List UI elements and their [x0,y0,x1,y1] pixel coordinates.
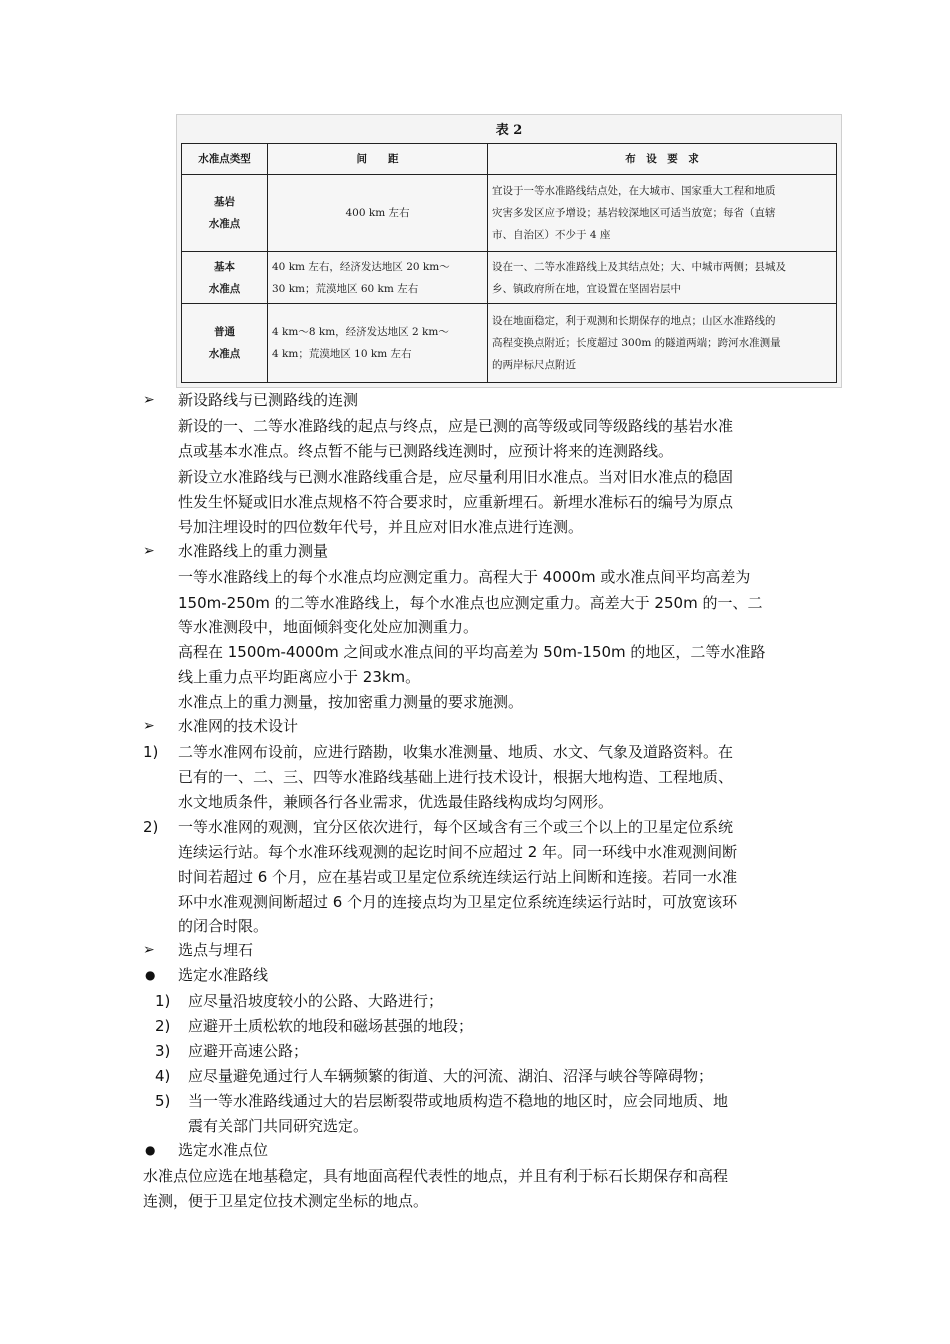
table-cell-spacing: 40 km 左右，经济发达地区 20 km～ 30 km；荒漠地区 60 km 左右 [268,251,488,303]
section-heading: 水准网的技术设计 [178,717,299,735]
paragraph-line: 时间若超过 6 个月，应在基岩或卫星定位系统连续运行站上间断和连接。若同一水准 [178,868,738,886]
list-item: 应尽量沿坡度较小的公路、大路进行； [188,992,444,1010]
paragraph-line: 150m-250m 的二等水准路线上，每个水准点也应测定重力。高差大于 250m 的一、二 [178,594,763,612]
table-cell-type: 基本 水准点 [182,251,268,303]
list-item: 当一等水准路线通过大的岩层断裂带或地质构造不稳地的地区时，应会同地质、地 [188,1092,729,1110]
arrow-bullet-icon: ➢ [143,543,155,559]
bullet-dot-icon: ● [145,1143,156,1157]
paragraph-line: 号加注埋设时的四位数年代号，并且应对旧水准点进行连测。 [178,518,584,536]
paragraph-line: 环中水准观测间断超过 6 个月的连接点均为卫星定位系统连续运行站时，可放宽该环 [178,893,738,911]
paragraph-line: 已有的一、二、三、四等水准路线基础上进行技术设计，根据大地构造、工程地质、 [178,768,734,786]
arrow-bullet-icon: ➢ [143,718,155,734]
table-row [182,175,837,252]
list-number: 4) [155,1067,171,1085]
benchmark-table [181,143,837,383]
arrow-bullet-icon: ➢ [143,392,155,408]
list-item: 应尽量避免通过行人车辆频繁的街道、大的河流、湖泊、沼泽与峡谷等障碍物； [188,1067,714,1085]
table-header: 水准点类型 [182,144,268,175]
table-cell-requirement: 设在地面稳定，利于观测和长期保存的地点；山区水准路线的 高程变换点附近；长度超过 300m 的隧道两端；跨河水准测量 的两岸标尺点附近 [488,304,837,383]
list-item: 应避开土质松软的地段和磁场甚强的地段； [188,1017,474,1035]
arrow-bullet-icon: ➢ [143,942,155,958]
paragraph-line: 高程在 1500m-4000m 之间或水准点间的平均高差为 50m-150m 的地区，二等水准路 [178,643,766,661]
paragraph-line: 连续运行站。每个水准环线观测的起讫时间不应超过 2 年。同一环线中水准观测间断 [178,843,738,861]
section-heading: 选点与埋石 [178,941,254,959]
paragraph-line: 性发生怀疑或旧水准点规格不符合要求时，应重新埋石。新埋水准标石的编号为原点 [178,493,734,511]
list-number: 2) [155,1017,171,1035]
paragraph-line: 点或基本水准点。终点暂不能与已测路线连测时，应预计将来的连测路线。 [178,442,674,460]
paragraph-line: 的闭合时限。 [178,917,269,935]
list-number: 1) [155,992,171,1010]
paragraph-line: 水文地质条件，兼顾各行各业需求，优选最佳路线构成均匀网形。 [178,793,614,811]
table-header-row [182,144,837,175]
table-cell-type: 基岩 水准点 [182,175,268,252]
paragraph-line: 等水准测段中，地面倾斜变化处应加测重力。 [178,618,479,636]
section-heading: 水准路线上的重力测量 [178,542,329,560]
paragraph-line: 二等水准网布设前，应进行踏勘，收集水准测量、地质、水文、气象及道路资料。在 [178,743,734,761]
table-cell-spacing: 400 km 左右 [268,175,488,252]
bullet-dot-icon: ● [145,968,156,982]
list-item: 震有关部门共同研究选定。 [188,1117,369,1135]
paragraph-line: 一等水准路线上的每个水准点均应测定重力。高程大于 4000m 或水准点间平均高差为 [178,568,751,586]
paragraph-line: 连测，便于卫星定位技术测定坐标的地点。 [143,1192,429,1210]
table-header: 布 设 要 求 [488,144,837,175]
paragraph-line: 新设的一、二等水准路线的起点与终点，应是已测的高等级或同等级路线的基岩水准 [178,417,734,435]
table-row [182,304,837,383]
table-cell-requirement: 设在一、二等水准路线上及其结点处；大、中城市两侧；县城及 乡、镇政府所在地，宜设置在坚固岩层中 [488,251,837,303]
table-cell-type: 普通 水准点 [182,304,268,383]
list-number: 1) [143,743,159,761]
list-number: 5) [155,1092,171,1110]
table-cell-requirement: 宜设于一等水准路线结点处，在大城市、国家重大工程和地质 灾害多发区应予增设；基岩较深地区可适当放宽；每省（直辖 市、自治区）不少于 4 座 [488,175,837,252]
paragraph-line: 水准点位应选在地基稳定，具有地面高程代表性的地点，并且有利于标石长期保存和高程 [143,1167,729,1185]
table-cell-spacing: 4 km～8 km，经济发达地区 2 km～ 4 km；荒漠地区 10 km 左右 [268,304,488,383]
subsection-heading: 选定水准点位 [178,1141,269,1159]
paragraph-line: 新设立水准路线与已测水准路线重合是，应尽量利用旧水准点。当对旧水准点的稳固 [178,468,734,486]
table-figure [176,114,842,388]
list-number: 2) [143,818,159,836]
list-number: 3) [155,1042,171,1060]
subsection-heading: 选定水准路线 [178,966,269,984]
paragraph-line: 一等水准网的观测，宜分区依次进行，每个区域含有三个或三个以上的卫星定位系统 [178,818,734,836]
table-row [182,251,837,303]
table-header: 间 距 [268,144,488,175]
list-item: 应避开高速公路； [188,1042,309,1060]
table-caption: 表 2 [495,123,523,138]
paragraph-line: 线上重力点平均距离应小于 23km。 [178,668,421,686]
section-heading: 新设路线与已测路线的连测 [178,391,359,409]
paragraph-line: 水准点上的重力测量，按加密重力测量的要求施测。 [178,693,524,711]
